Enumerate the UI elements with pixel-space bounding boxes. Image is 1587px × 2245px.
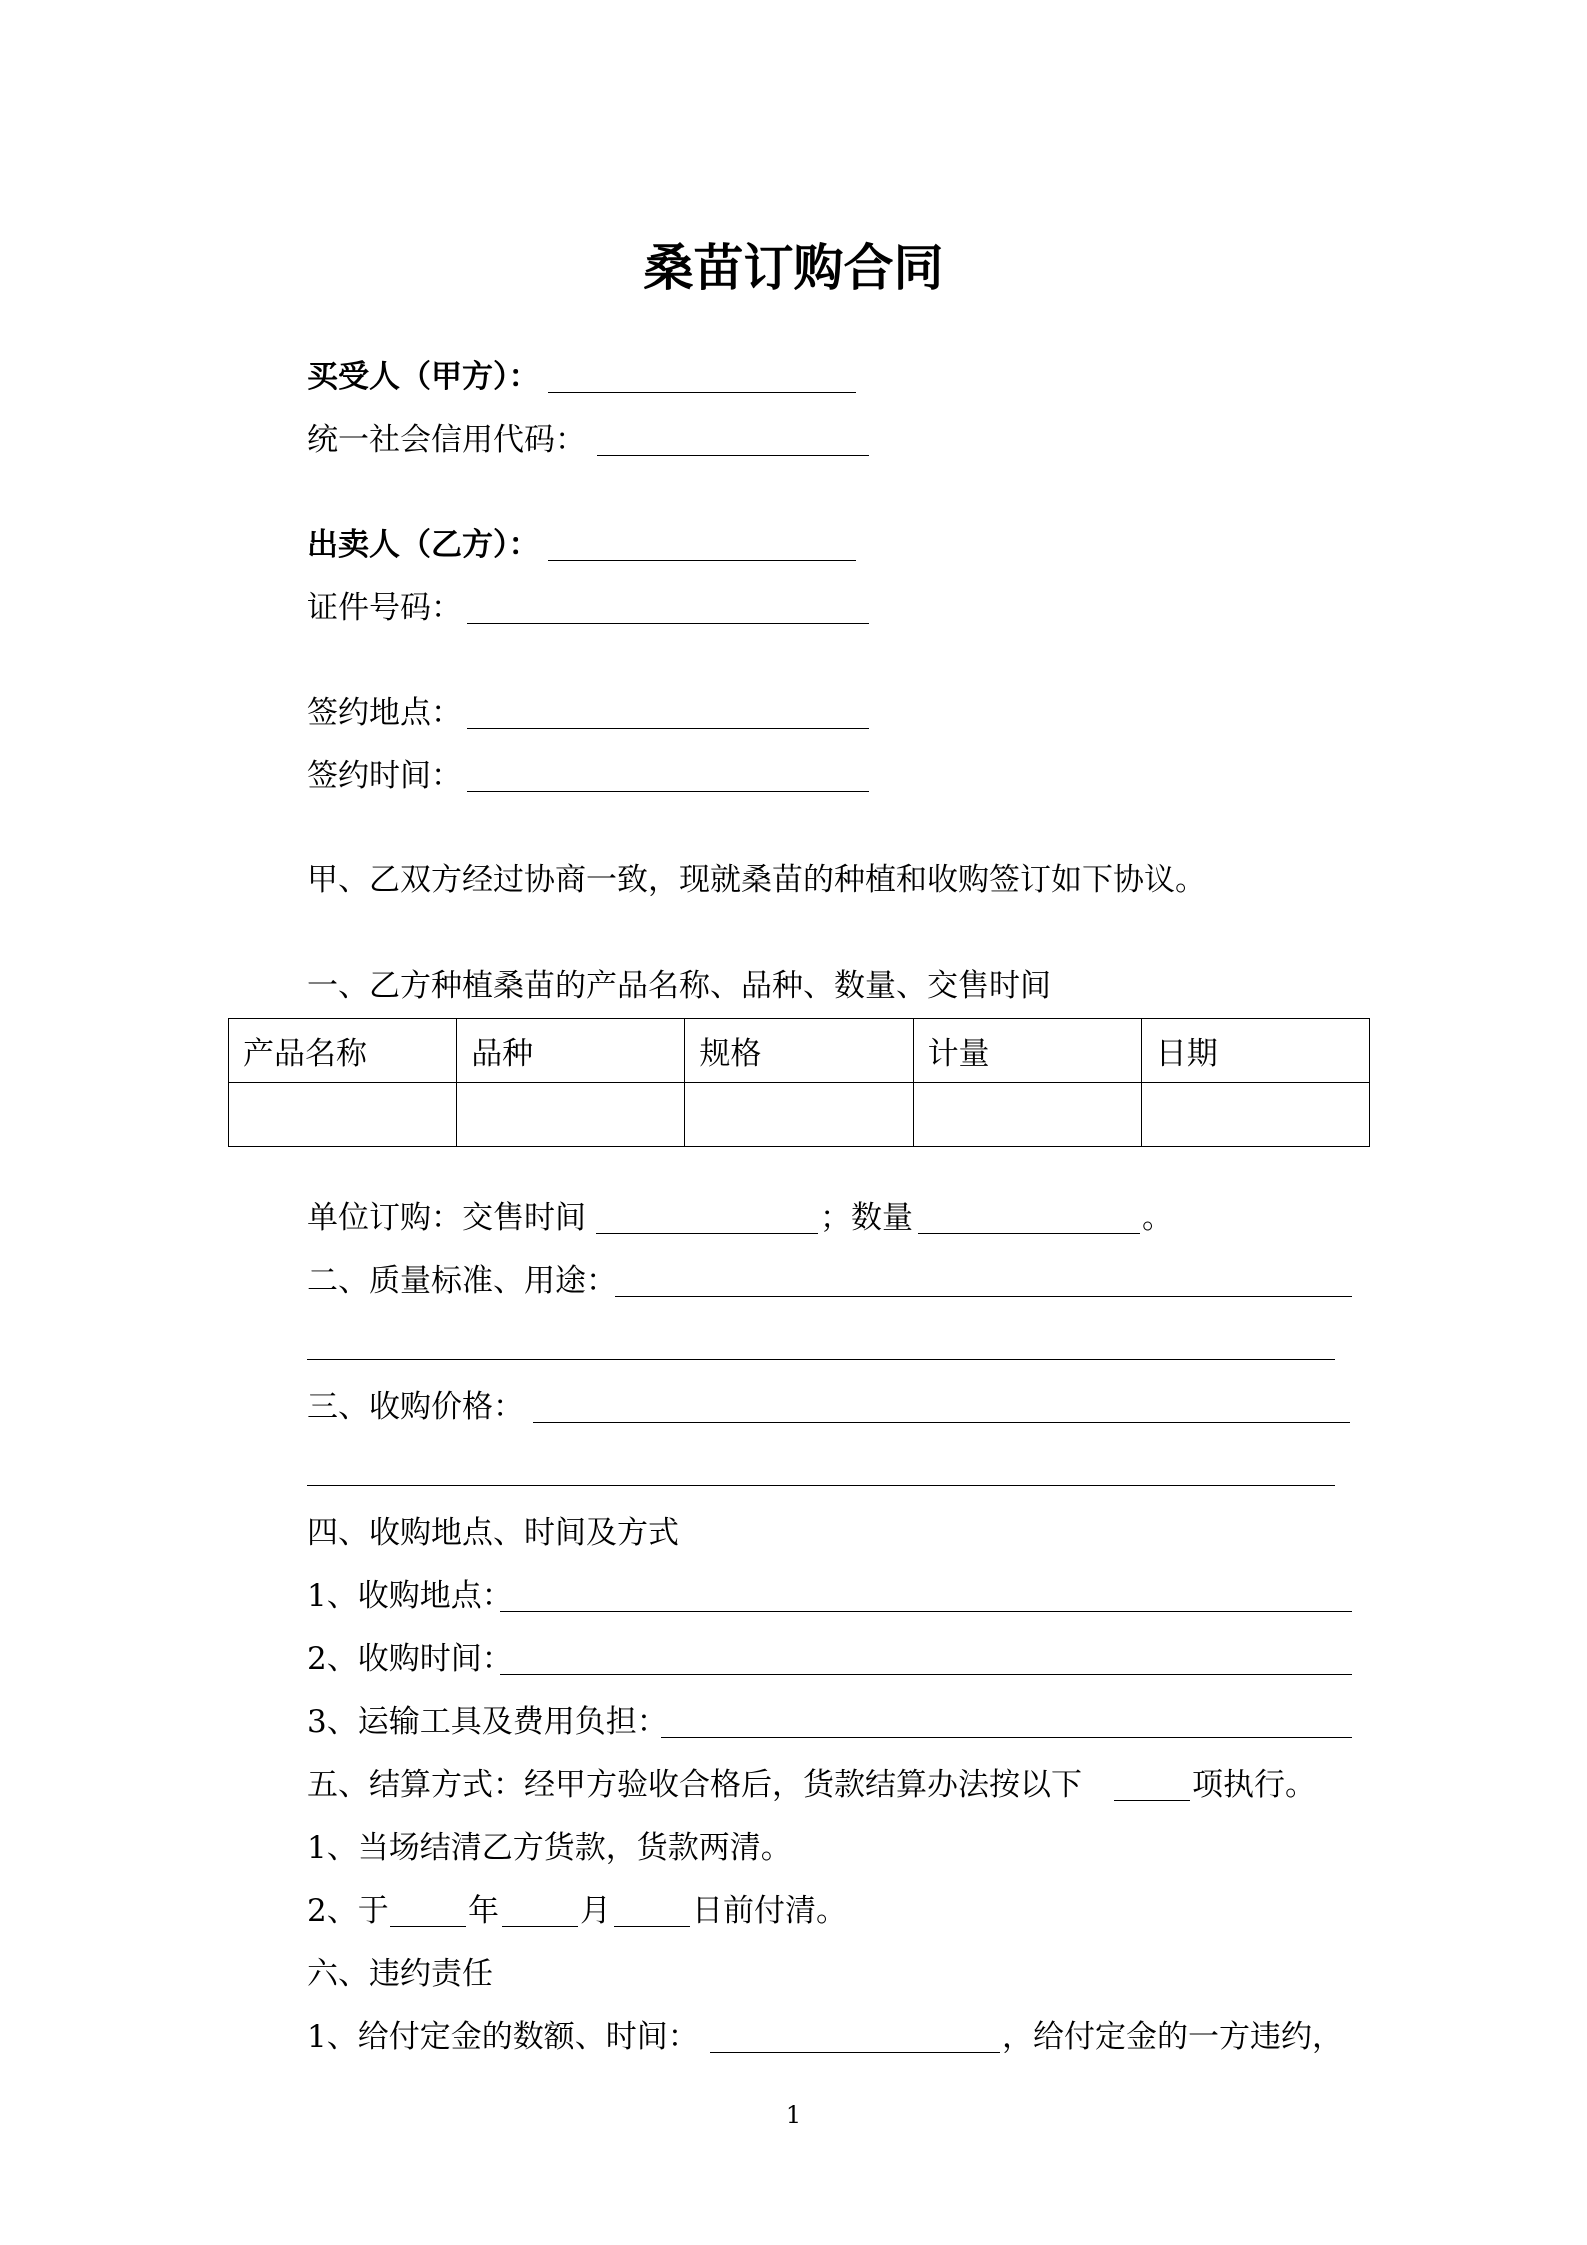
year-label: 年 bbox=[468, 1893, 499, 1929]
purchase-place-field[interactable] bbox=[500, 1611, 1352, 1612]
quality-field[interactable] bbox=[615, 1296, 1352, 1297]
cell-variety[interactable] bbox=[457, 1083, 685, 1147]
transport-field[interactable] bbox=[661, 1737, 1352, 1738]
delivery-time-field[interactable] bbox=[596, 1233, 818, 1234]
sign-place-label: 签约地点： bbox=[307, 695, 462, 731]
purchase-place-label: 1、收购地点： bbox=[307, 1578, 513, 1614]
day-label: 日前付清。 bbox=[692, 1893, 847, 1929]
payment-day-field[interactable] bbox=[614, 1926, 690, 1927]
cell-product-name[interactable] bbox=[229, 1083, 457, 1147]
cell-measure[interactable] bbox=[913, 1083, 1141, 1147]
unit-order-end: 。 bbox=[1142, 1200, 1173, 1236]
settlement-option-2-prefix: 2、于 bbox=[307, 1893, 389, 1929]
credit-code-field[interactable] bbox=[597, 455, 869, 456]
purchase-time-field[interactable] bbox=[500, 1674, 1352, 1675]
section6-heading: 六、违约责任 bbox=[307, 1956, 493, 1992]
price-field[interactable] bbox=[533, 1422, 1350, 1423]
unit-order-quantity-label: ；数量 bbox=[820, 1200, 913, 1236]
section1-heading: 一、乙方种植桑苗的产品名称、品种、数量、交售时间 bbox=[307, 968, 1051, 1004]
col-header-spec: 规格 bbox=[685, 1019, 913, 1083]
cell-date[interactable] bbox=[1141, 1083, 1369, 1147]
quantity-field[interactable] bbox=[918, 1233, 1140, 1234]
buyer-label: 买受人（甲方）： bbox=[307, 359, 540, 395]
id-number-field[interactable] bbox=[467, 623, 869, 624]
settlement-option-field[interactable] bbox=[1114, 1800, 1190, 1801]
seller-field[interactable] bbox=[548, 560, 856, 561]
deposit-field[interactable] bbox=[710, 2052, 1000, 2053]
sign-place-field[interactable] bbox=[467, 728, 869, 729]
col-header-date: 日期 bbox=[1141, 1019, 1369, 1083]
sign-time-label: 签约时间： bbox=[307, 758, 462, 794]
document-title: 桑苗订购合同 bbox=[643, 238, 944, 297]
section4-heading: 四、收购地点、时间及方式 bbox=[307, 1515, 679, 1551]
product-table bbox=[228, 1018, 1370, 1147]
intro-paragraph: 甲、乙双方经过协商一致，现就桑苗的种植和收购签订如下协议。 bbox=[307, 862, 1206, 898]
id-number-label: 证件号码： bbox=[307, 590, 462, 626]
page-number: 1 bbox=[785, 2101, 802, 2129]
cell-spec[interactable] bbox=[685, 1083, 913, 1147]
month-label: 月 bbox=[580, 1893, 611, 1929]
price-field-continued[interactable] bbox=[307, 1485, 1335, 1486]
section5-heading-suffix: 项执行。 bbox=[1192, 1767, 1316, 1803]
col-header-measure: 计量 bbox=[913, 1019, 1141, 1083]
col-header-product-name: 产品名称 bbox=[229, 1019, 457, 1083]
payment-month-field[interactable] bbox=[502, 1926, 578, 1927]
section5-heading-prefix: 五、结算方式：经甲方验收合格后，货款结算办法按以下 bbox=[307, 1767, 1082, 1803]
settlement-option-1: 1、当场结清乙方货款，货款两清。 bbox=[307, 1830, 792, 1866]
section2-label: 二、质量标准、用途： bbox=[307, 1263, 617, 1299]
purchase-time-label: 2、收购时间： bbox=[307, 1641, 513, 1677]
payment-year-field[interactable] bbox=[390, 1926, 466, 1927]
table-header-row bbox=[229, 1019, 1370, 1083]
sign-time-field[interactable] bbox=[467, 791, 869, 792]
table-row bbox=[229, 1083, 1370, 1147]
section3-label: 三、收购价格： bbox=[307, 1389, 524, 1425]
col-header-variety: 品种 bbox=[457, 1019, 685, 1083]
credit-code-label: 统一社会信用代码： bbox=[307, 422, 586, 458]
unit-order-prefix: 单位订购：交售时间 bbox=[307, 1200, 586, 1236]
deposit-suffix: ，给付定金的一方违约， bbox=[1002, 2019, 1343, 2055]
seller-label: 出卖人（乙方）： bbox=[307, 527, 540, 563]
buyer-field[interactable] bbox=[548, 392, 856, 393]
deposit-label: 1、给付定金的数额、时间： bbox=[307, 2019, 699, 2055]
transport-label: 3、运输工具及费用负担： bbox=[307, 1704, 668, 1740]
quality-field-continued[interactable] bbox=[307, 1359, 1335, 1360]
